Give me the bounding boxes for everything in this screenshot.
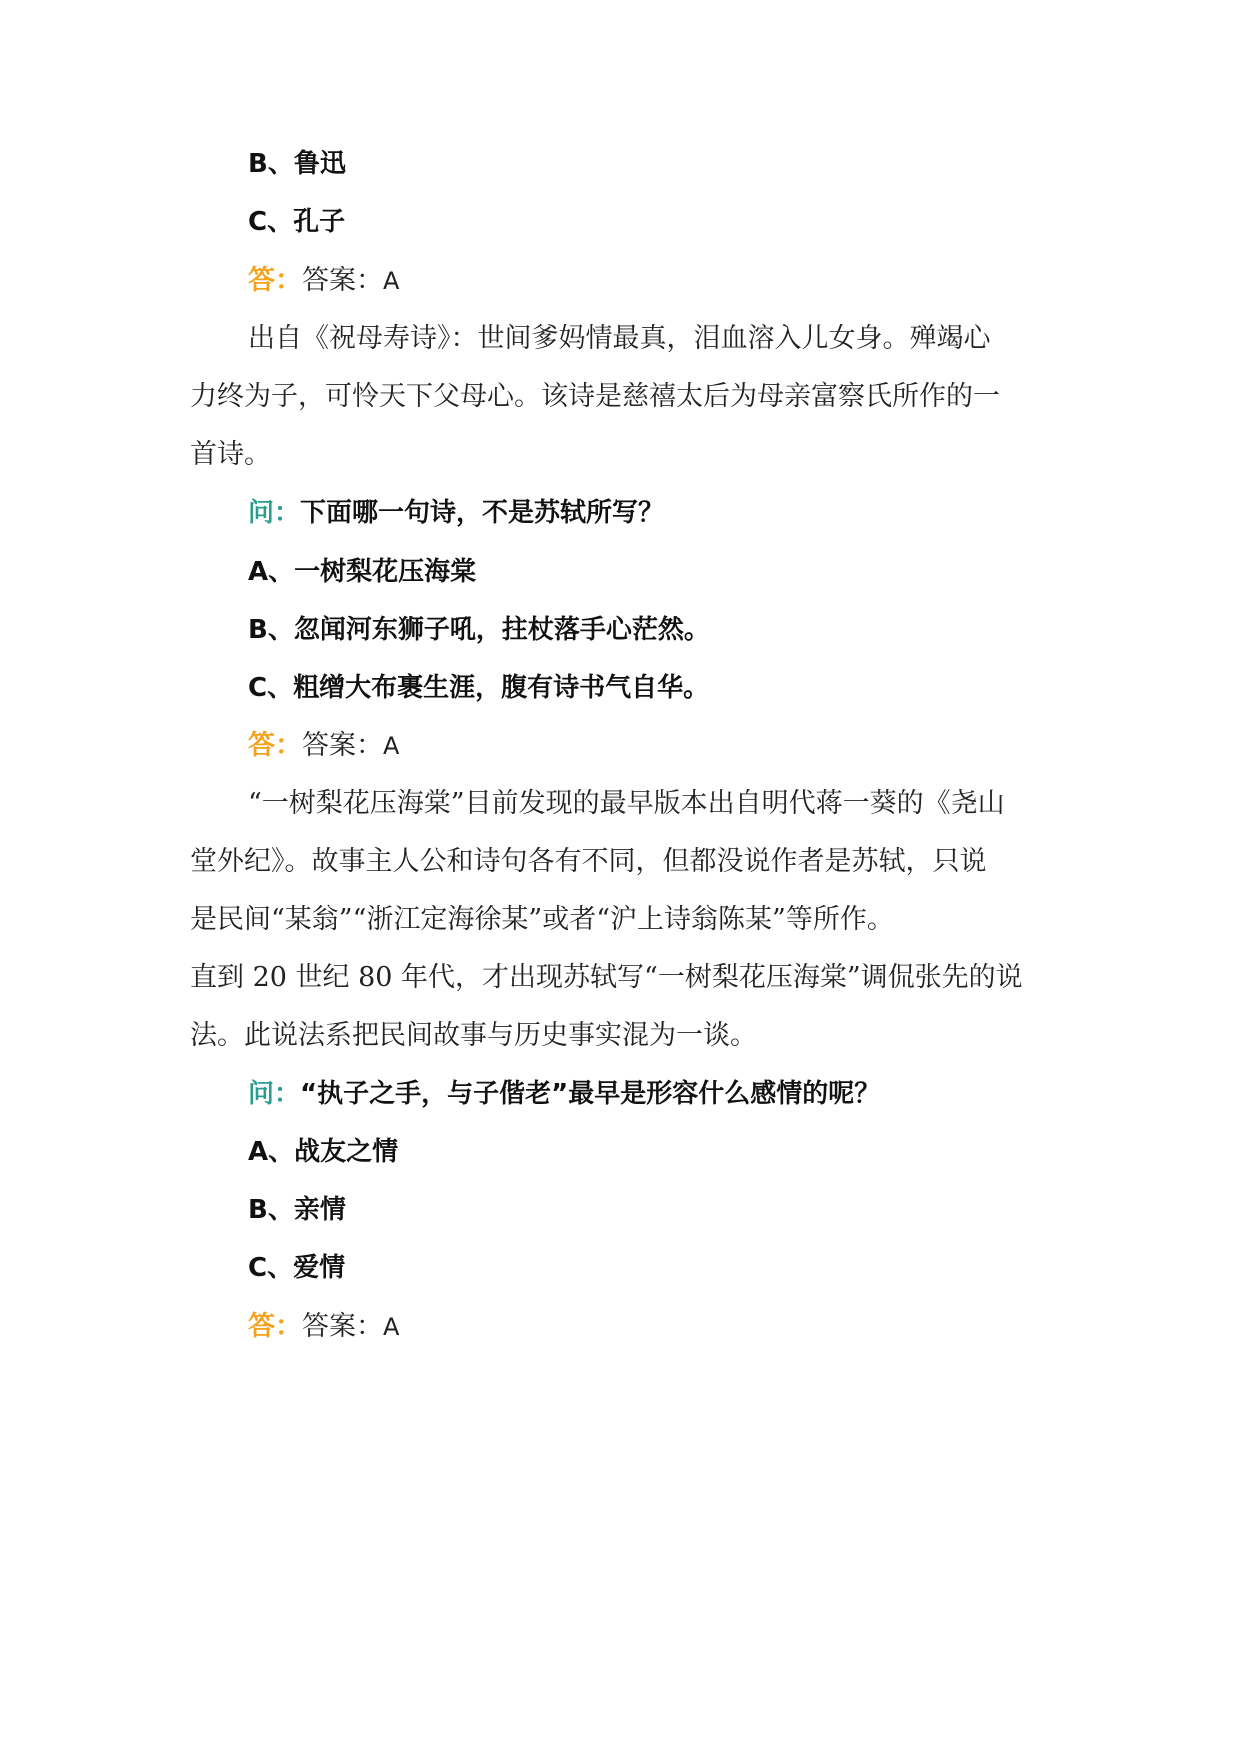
explanation-line: “一树梨花压海棠”目前发现的最早版本出自明代蒋一葵的《尧山	[248, 788, 1005, 819]
option-c: C、爱情	[248, 1253, 346, 1283]
answer-value: A	[383, 267, 400, 295]
option-a: A、一树梨花压海棠	[248, 557, 477, 587]
option-b: B、忽闻河东狮子吼，拄杖落手心茫然。	[248, 615, 710, 645]
option-c: C、粗缯大布裹生涯，腹有诗书气自华。	[248, 673, 710, 703]
explanation-line: 堂外纪》。故事主人公和诗句各有不同，但都没说作者是苏轼，只说	[190, 846, 987, 877]
option-b: B、鲁迅	[248, 149, 346, 179]
answer-value: A	[383, 1313, 400, 1341]
document-page	[190, 0, 1060, 1754]
explanation-line: 力终为子，可怜天下父母心。该诗是慈禧太后为母亲富察氏所作的一	[190, 381, 1000, 412]
question-label: 问：	[248, 498, 301, 528]
answer-label: 答：	[248, 730, 302, 761]
answer-text: 答案：	[302, 730, 383, 761]
explanation-line: 直到 20 世纪 80 年代，才出现苏轼写“一树梨花压海棠”调侃张先的说	[190, 962, 1023, 993]
question-line	[248, 1074, 880, 1114]
explanation-line: 出自《祝母寿诗》：世间爹妈情最真，泪血溶入儿女身。殚竭心	[248, 323, 991, 354]
answer-label: 答：	[248, 265, 302, 296]
answer-line	[248, 261, 399, 301]
option-a: A、战友之情	[248, 1137, 399, 1167]
answer-label: 答：	[248, 1311, 302, 1342]
explanation-line: 首诗。	[190, 439, 271, 470]
answer-text: 答案：	[302, 1311, 383, 1342]
explanation-line: 法。此说法系把民间故事与历史事实混为一谈。	[190, 1020, 757, 1051]
explanation-line: 是民间“某翁”“浙江定海徐某”或者“沪上诗翁陈某”等所作。	[190, 904, 894, 935]
question-line	[248, 493, 664, 533]
question-text: “执子之手，与子偕老”最早是形容什么感情的呢？	[300, 1079, 881, 1109]
option-b: B、亲情	[248, 1195, 346, 1225]
answer-line	[248, 1307, 399, 1347]
answer-text: 答案：	[302, 265, 383, 296]
question-label: 问：	[248, 1079, 301, 1109]
question-text: 下面哪一句诗，不是苏轼所写？	[300, 498, 665, 528]
answer-value: A	[383, 732, 400, 760]
option-c: C、孔子	[248, 207, 346, 237]
answer-line	[248, 726, 399, 766]
